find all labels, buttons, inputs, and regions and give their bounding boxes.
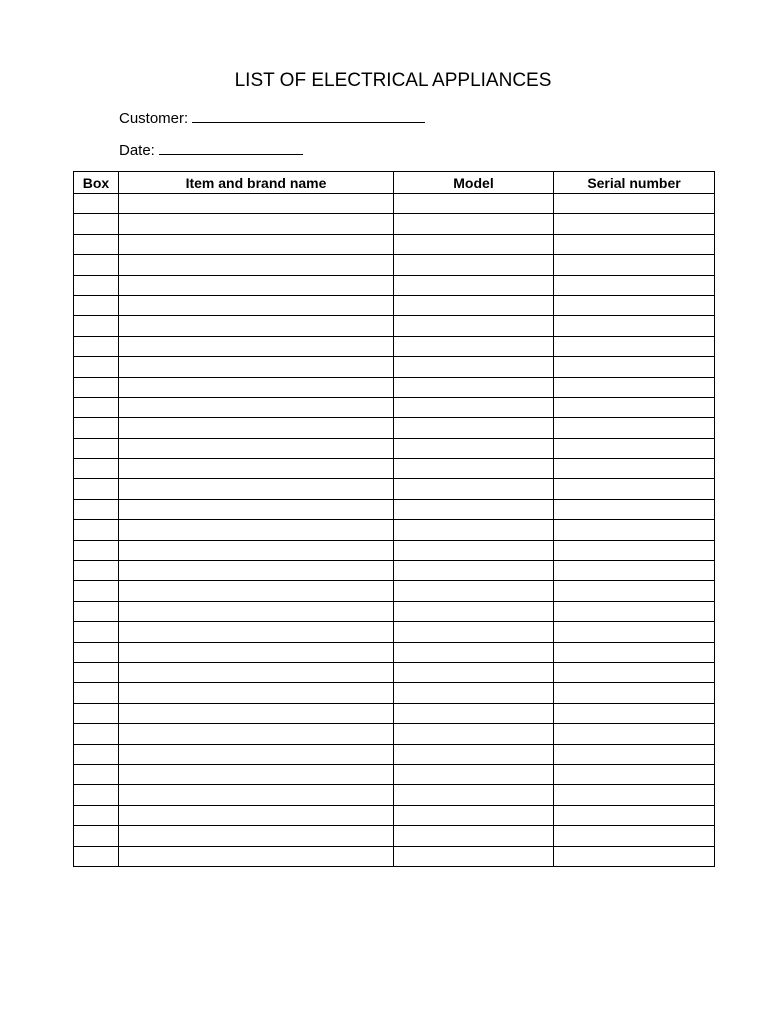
box-cell[interactable]: [74, 295, 119, 315]
model-cell[interactable]: [394, 214, 554, 234]
box-cell[interactable]: [74, 520, 119, 540]
item-cell[interactable]: [119, 499, 394, 519]
serial-cell[interactable]: [554, 255, 715, 275]
model-cell[interactable]: [394, 234, 554, 254]
model-cell[interactable]: [394, 397, 554, 417]
table-row: [74, 418, 715, 438]
table-row: [74, 805, 715, 825]
item-cell[interactable]: [119, 846, 394, 866]
table-row: [74, 234, 715, 254]
model-cell[interactable]: [394, 805, 554, 825]
table-row: [74, 622, 715, 642]
table-row: [74, 499, 715, 519]
model-cell[interactable]: [394, 581, 554, 601]
table-row: [74, 438, 715, 458]
item-cell[interactable]: [119, 561, 394, 581]
model-cell[interactable]: [394, 275, 554, 295]
box-cell[interactable]: [74, 724, 119, 744]
table-row: [74, 316, 715, 336]
document-title: LIST OF ELECTRICAL APPLIANCES: [234, 70, 552, 91]
item-cell[interactable]: [119, 397, 394, 417]
item-cell[interactable]: [119, 479, 394, 499]
model-cell[interactable]: [394, 336, 554, 356]
model-cell[interactable]: [394, 499, 554, 519]
column-header-model: Model: [394, 172, 554, 194]
serial-cell[interactable]: [554, 438, 715, 458]
item-cell[interactable]: [119, 316, 394, 336]
model-cell[interactable]: [394, 785, 554, 805]
box-cell[interactable]: [74, 683, 119, 703]
item-cell[interactable]: [119, 214, 394, 234]
serial-cell[interactable]: [554, 336, 715, 356]
serial-cell[interactable]: [554, 234, 715, 254]
serial-cell[interactable]: [554, 744, 715, 764]
serial-cell[interactable]: [554, 785, 715, 805]
box-cell[interactable]: [74, 336, 119, 356]
model-cell[interactable]: [394, 459, 554, 479]
box-cell[interactable]: [74, 785, 119, 805]
box-cell[interactable]: [74, 377, 119, 397]
box-cell[interactable]: [74, 438, 119, 458]
table-row: [74, 764, 715, 784]
customer-label: Customer:: [119, 110, 189, 127]
serial-cell[interactable]: [554, 846, 715, 866]
item-cell[interactable]: [119, 581, 394, 601]
table-row: [74, 479, 715, 499]
box-cell[interactable]: [74, 255, 119, 275]
box-cell[interactable]: [74, 214, 119, 234]
model-cell[interactable]: [394, 744, 554, 764]
table-row: [74, 397, 715, 417]
item-cell[interactable]: [119, 255, 394, 275]
table-body: [74, 194, 715, 867]
table-row: [74, 459, 715, 479]
serial-cell[interactable]: [554, 357, 715, 377]
item-cell[interactable]: [119, 601, 394, 621]
appliances-table: [73, 171, 715, 867]
serial-cell[interactable]: [554, 662, 715, 682]
column-header-serial: Serial number: [554, 172, 715, 194]
item-cell[interactable]: [119, 724, 394, 744]
box-cell[interactable]: [74, 357, 119, 377]
serial-cell[interactable]: [554, 418, 715, 438]
box-cell[interactable]: [74, 540, 119, 560]
item-cell[interactable]: [119, 540, 394, 560]
serial-cell[interactable]: [554, 479, 715, 499]
serial-cell[interactable]: [554, 377, 715, 397]
table-row: [74, 642, 715, 662]
item-cell[interactable]: [119, 642, 394, 662]
serial-cell[interactable]: [554, 194, 715, 214]
model-cell[interactable]: [394, 703, 554, 723]
date-label: Date:: [119, 142, 155, 159]
table-row: [74, 744, 715, 764]
item-cell[interactable]: [119, 826, 394, 846]
serial-cell[interactable]: [554, 275, 715, 295]
model-cell[interactable]: [394, 520, 554, 540]
table-row: [74, 581, 715, 601]
serial-cell[interactable]: [554, 683, 715, 703]
serial-cell[interactable]: [554, 397, 715, 417]
column-header-item: Item and brand name: [119, 172, 394, 194]
table-row: [74, 336, 715, 356]
box-cell[interactable]: [74, 316, 119, 336]
box-cell[interactable]: [74, 499, 119, 519]
serial-cell[interactable]: [554, 724, 715, 744]
item-cell[interactable]: [119, 785, 394, 805]
item-cell[interactable]: [119, 622, 394, 642]
table-row: [74, 295, 715, 315]
item-cell[interactable]: [119, 234, 394, 254]
item-cell[interactable]: [119, 520, 394, 540]
model-cell[interactable]: [394, 357, 554, 377]
table-row: [74, 540, 715, 560]
model-cell[interactable]: [394, 295, 554, 315]
box-cell[interactable]: [74, 418, 119, 438]
model-cell[interactable]: [394, 622, 554, 642]
model-cell[interactable]: [394, 377, 554, 397]
box-cell[interactable]: [74, 194, 119, 214]
box-cell[interactable]: [74, 805, 119, 825]
model-cell[interactable]: [394, 846, 554, 866]
customer-blank-line[interactable]: [192, 109, 425, 123]
item-cell[interactable]: [119, 418, 394, 438]
serial-cell[interactable]: [554, 295, 715, 315]
table-row: [74, 377, 715, 397]
table-row: [74, 357, 715, 377]
box-cell[interactable]: [74, 275, 119, 295]
box-cell[interactable]: [74, 846, 119, 866]
item-cell[interactable]: [119, 744, 394, 764]
serial-cell[interactable]: [554, 703, 715, 723]
serial-cell[interactable]: [554, 601, 715, 621]
model-cell[interactable]: [394, 540, 554, 560]
model-cell[interactable]: [394, 683, 554, 703]
model-cell[interactable]: [394, 438, 554, 458]
model-cell[interactable]: [394, 479, 554, 499]
item-cell[interactable]: [119, 662, 394, 682]
item-cell[interactable]: [119, 459, 394, 479]
model-cell[interactable]: [394, 194, 554, 214]
model-cell[interactable]: [394, 561, 554, 581]
table-row: [74, 724, 715, 744]
box-cell[interactable]: [74, 581, 119, 601]
customer-field: [119, 109, 425, 128]
serial-cell[interactable]: [554, 214, 715, 234]
model-cell[interactable]: [394, 316, 554, 336]
item-cell[interactable]: [119, 805, 394, 825]
table-row: [74, 846, 715, 866]
serial-cell[interactable]: [554, 581, 715, 601]
serial-cell[interactable]: [554, 826, 715, 846]
table-row: [74, 194, 715, 214]
table-header-row: [74, 172, 715, 194]
box-cell[interactable]: [74, 642, 119, 662]
box-cell[interactable]: [74, 744, 119, 764]
serial-cell[interactable]: [554, 540, 715, 560]
table-row: [74, 703, 715, 723]
model-cell[interactable]: [394, 255, 554, 275]
table-row: [74, 601, 715, 621]
item-cell[interactable]: [119, 194, 394, 214]
box-cell[interactable]: [74, 764, 119, 784]
box-cell[interactable]: [74, 622, 119, 642]
box-cell[interactable]: [74, 601, 119, 621]
table-row: [74, 785, 715, 805]
column-header-box: Box: [74, 172, 119, 194]
model-cell[interactable]: [394, 418, 554, 438]
serial-cell[interactable]: [554, 561, 715, 581]
table-row: [74, 520, 715, 540]
item-cell[interactable]: [119, 295, 394, 315]
table-row: [74, 255, 715, 275]
table-row: [74, 214, 715, 234]
box-cell[interactable]: [74, 662, 119, 682]
box-cell[interactable]: [74, 561, 119, 581]
serial-cell[interactable]: [554, 459, 715, 479]
serial-cell[interactable]: [554, 805, 715, 825]
table-row: [74, 683, 715, 703]
model-cell[interactable]: [394, 724, 554, 744]
model-cell[interactable]: [394, 764, 554, 784]
box-cell[interactable]: [74, 479, 119, 499]
model-cell[interactable]: [394, 662, 554, 682]
box-cell[interactable]: [74, 826, 119, 846]
box-cell[interactable]: [74, 459, 119, 479]
item-cell[interactable]: [119, 683, 394, 703]
model-cell[interactable]: [394, 826, 554, 846]
serial-cell[interactable]: [554, 642, 715, 662]
item-cell[interactable]: [119, 703, 394, 723]
date-field: [119, 141, 303, 160]
item-cell[interactable]: [119, 357, 394, 377]
table-row: [74, 275, 715, 295]
serial-cell[interactable]: [554, 499, 715, 519]
model-cell[interactable]: [394, 642, 554, 662]
date-blank-line[interactable]: [159, 141, 303, 155]
serial-cell[interactable]: [554, 764, 715, 784]
item-cell[interactable]: [119, 438, 394, 458]
box-cell[interactable]: [74, 234, 119, 254]
serial-cell[interactable]: [554, 520, 715, 540]
item-cell[interactable]: [119, 764, 394, 784]
item-cell[interactable]: [119, 275, 394, 295]
box-cell[interactable]: [74, 703, 119, 723]
serial-cell[interactable]: [554, 622, 715, 642]
box-cell[interactable]: [74, 397, 119, 417]
table-row: [74, 662, 715, 682]
table-row: [74, 826, 715, 846]
item-cell[interactable]: [119, 377, 394, 397]
serial-cell[interactable]: [554, 316, 715, 336]
model-cell[interactable]: [394, 601, 554, 621]
item-cell[interactable]: [119, 336, 394, 356]
table-row: [74, 561, 715, 581]
